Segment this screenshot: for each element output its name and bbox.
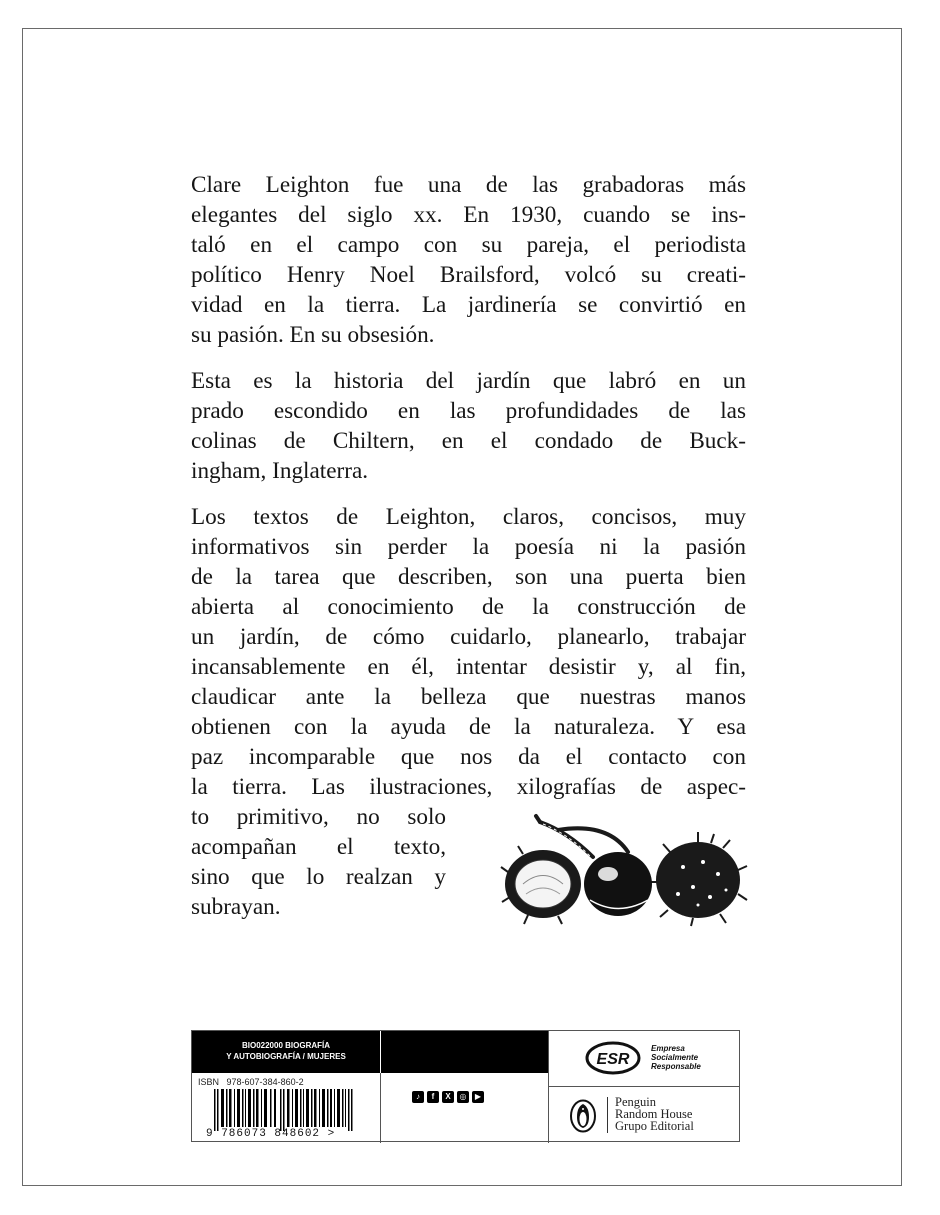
spiky-husk (651, 832, 747, 926)
social-icons (412, 1091, 484, 1103)
text-line: abierta al conocimiento de la construcción de (191, 594, 746, 620)
penguin-logo-icon (569, 1099, 597, 1133)
text-line: obtienen con la ayuda de la naturaleza. Y esa (191, 714, 746, 740)
text-line: de la tarea que describen, son una puerta bien (191, 564, 746, 590)
text-line: subrayan. (191, 894, 281, 920)
text-line: un jardín, de cómo cuidarlo, planearlo, trabajar (191, 624, 746, 650)
esr-badge (548, 1031, 739, 1087)
open-husk (501, 846, 581, 924)
youtube-icon[interactable]: ▶ (472, 1091, 484, 1103)
esr-line: Responsable (651, 1062, 701, 1071)
text-line: Esta es la historia del jardín que labró en un (191, 368, 746, 394)
esr-line: Empresa (651, 1044, 685, 1053)
text-line: sino que lo realzan y (191, 864, 446, 890)
barcode-digits: 9 786073 848602 > (206, 1128, 336, 1140)
text-line: paz incomparable que nos da el contacto con (191, 744, 746, 770)
text-line: to primitivo, no solo (191, 804, 446, 830)
text-line: ingham, Inglaterra. (191, 458, 369, 484)
barcode-icon (214, 1089, 364, 1131)
text-line: Clare Leighton fue una de las grabadoras más (191, 172, 746, 198)
instagram-icon[interactable]: ◎ (457, 1091, 469, 1103)
back-cover-info-panel (191, 1030, 740, 1142)
text-line: taló en el campo con su pareja, el periodista (191, 232, 746, 258)
tiktok-icon[interactable]: ♪ (412, 1091, 424, 1103)
blurb-paragraph-2 (191, 366, 746, 486)
isbn-value: 978-607-384-860-2 (226, 1077, 304, 1087)
category-label (192, 1031, 380, 1073)
esr-logo-icon (585, 1040, 643, 1076)
chestnut-nut (584, 852, 652, 916)
publisher-line: Grupo Editorial (615, 1119, 694, 1133)
text-line: informativos sin perder la poesía ni la pasión (191, 534, 746, 560)
text-line: Los textos de Leighton, claros, concisos, muy (191, 504, 746, 530)
text-line: político Henry Noel Brailsford, volcó su creati- (191, 262, 746, 288)
publisher-logo (548, 1087, 739, 1143)
x-icon[interactable]: X (442, 1091, 454, 1103)
text-line: su pasión. En su obsesión. (191, 322, 435, 348)
text-line: vidad en la tierra. La jardinería se convirtió en (191, 292, 746, 318)
blurb (191, 170, 746, 922)
divider (380, 1073, 381, 1143)
publisher-divider (607, 1097, 608, 1133)
facebook-icon[interactable]: f (427, 1091, 439, 1103)
text-line: prado escondido en las profundidades de las (191, 398, 746, 424)
esr-logo-text: ESR (596, 1051, 630, 1068)
publisher-line: Random House (615, 1107, 693, 1121)
publisher-line: Penguin (615, 1095, 656, 1109)
text-line: acompañan el texto, (191, 834, 446, 860)
text-line: incansablemente en él, intentar desistir y, al fin, (191, 654, 746, 680)
category-line: Y AUTOBIOGRAFÍA / MUJERES (226, 1052, 346, 1061)
blurb-paragraph-1 (191, 170, 746, 350)
black-band (380, 1031, 548, 1073)
text-line: colinas de Chiltern, en el condado de Buck- (191, 428, 746, 454)
category-line: BIO022000 BIOGRAFÍA (241, 1041, 331, 1050)
text-line: la tierra. Las ilustraciones, xilografías de aspec- (191, 774, 746, 800)
isbn (198, 1077, 304, 1087)
text-line: claudicar ante la belleza que nuestras manos (191, 684, 746, 710)
text-line: elegantes del siglo xx. En 1930, cuando se ins- (191, 202, 746, 228)
isbn-label: ISBN (198, 1077, 220, 1087)
chestnut-woodcut-icon (498, 812, 748, 927)
publisher-name (615, 1096, 694, 1132)
esr-line: Socialmente (651, 1053, 699, 1062)
